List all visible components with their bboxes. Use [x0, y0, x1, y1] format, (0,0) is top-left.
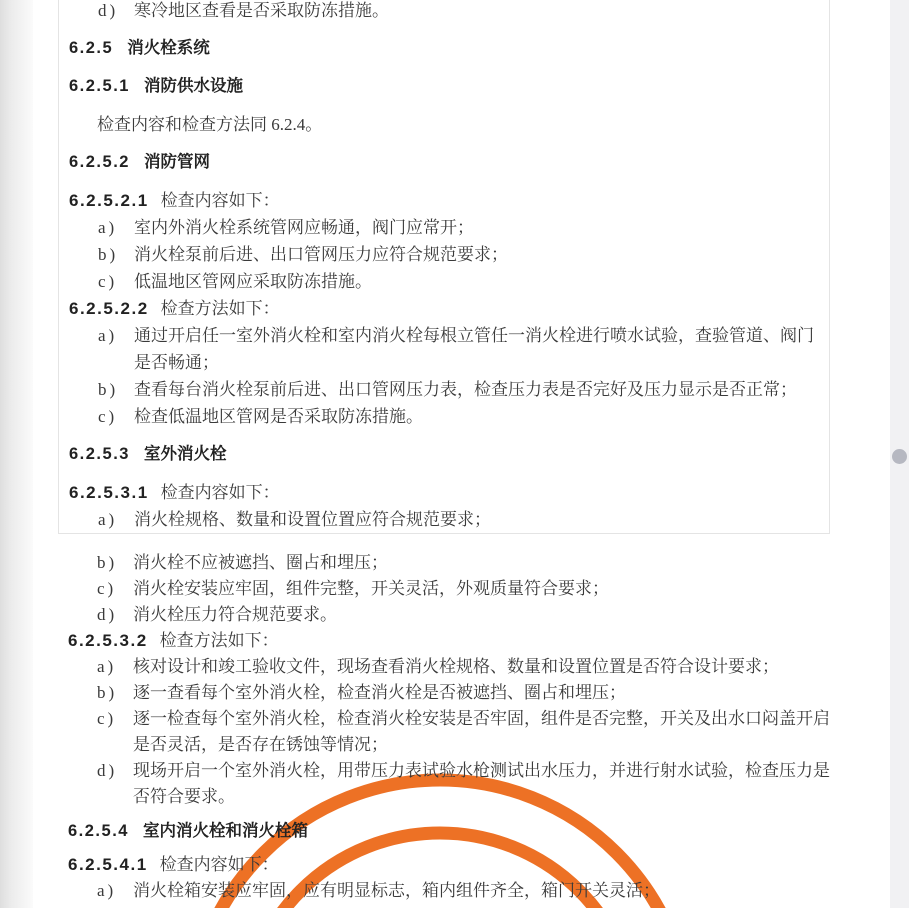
section-number: 6.2.5.2 [69, 153, 130, 171]
list-item-text: 是否灵活，是否存在锈蚀等情况； [133, 735, 388, 754]
list-item-marker: a) [98, 218, 118, 237]
section-number: 6.2.5 [69, 39, 114, 57]
list-item-text: 消火栓箱安装应牢固，应有明显标志，箱内组件齐全，箱门开关灵活； [133, 881, 660, 900]
list-item-line [68, 576, 880, 602]
list-item-marker: c) [98, 407, 118, 426]
list-item-line [69, 376, 819, 403]
paragraph: 检查内容和检查方法同 6.2.4。 [97, 115, 323, 134]
clause-number: 6.2.5.2.1 [69, 191, 149, 210]
list-item-line [68, 602, 880, 628]
list-item-marker: c) [97, 579, 117, 598]
list-item-text: 逐一检查每个室外消火栓，检查消火栓安装是否牢固，组件是否完整，开关及出水口闷盖开启 [133, 709, 830, 728]
section-title: 室外消火栓 [143, 445, 227, 463]
left-shadow-gutter [0, 0, 33, 908]
list-item-line [69, 268, 819, 295]
list-item-marker: a) [97, 881, 117, 900]
list-item-line [69, 241, 819, 268]
section-heading [69, 35, 819, 62]
list-item-line [68, 878, 880, 904]
scrollbar-thumb[interactable] [892, 449, 907, 464]
section-number: 6.2.5.4 [68, 822, 129, 840]
list-item-text: 消火栓泵前后进、出口管网压力应符合规范要求； [134, 245, 508, 264]
list-item-line [69, 214, 819, 241]
list-item-line [68, 550, 880, 576]
clause-row [69, 295, 819, 322]
list-item-line [69, 322, 819, 349]
list-item-marker: b) [97, 553, 118, 572]
list-item-line [69, 0, 819, 24]
list-item-text: 消火栓压力符合规范要求。 [133, 605, 337, 624]
clause-row [68, 628, 880, 654]
list-item-line [68, 654, 880, 680]
clause-title: 检查内容如下： [160, 483, 280, 502]
list-item-marker: a) [98, 510, 118, 529]
list-item-marker: b) [98, 380, 119, 399]
section-title: 室内消火栓和消火栓箱 [142, 822, 308, 840]
list-item-text: 核对设计和竣工验收文件，现场查看消火栓规格、数量和设置位置是否符合设计要求； [133, 657, 779, 676]
clause-title: 检查内容如下： [160, 191, 280, 210]
list-item-text: 查看每台消火栓泵前后进、出口管网压力表，检查压力表是否完好及压力显示是否正常； [134, 380, 797, 399]
list-item-text: 通过开启任一室外消火栓和室内消火栓每根立管任一消火栓进行喷水试验，查验管道、阀门 [134, 326, 814, 345]
list-item-line [68, 706, 880, 732]
list-item-marker: b) [98, 245, 119, 264]
section-heading [69, 73, 819, 100]
list-item-marker: b) [97, 683, 118, 702]
list-item-text: 低温地区管网应采取防冻措施。 [134, 272, 372, 291]
list-item-text: 检查低温地区管网是否采取防冻措施。 [134, 407, 423, 426]
list-item-marker: a) [97, 657, 117, 676]
clause-number: 6.2.5.2.2 [69, 299, 149, 318]
list-item-line [69, 349, 819, 376]
clause-number: 6.2.5.4.1 [68, 855, 148, 874]
section-title: 消防管网 [143, 153, 210, 171]
section-number: 6.2.5.3 [69, 445, 130, 463]
section-number: 6.2.5.1 [69, 77, 130, 95]
list-item-marker: c) [98, 272, 118, 291]
section-heading [69, 441, 819, 468]
list-item-line [69, 403, 819, 430]
list-item-marker: c) [97, 709, 117, 728]
clause-title: 检查内容如下： [159, 855, 279, 874]
clause-number: 6.2.5.3.1 [69, 483, 149, 502]
list-item-text: 否符合要求。 [133, 787, 235, 806]
section-heading [69, 149, 819, 176]
clause-row [69, 187, 819, 214]
page-1 [58, 0, 830, 534]
section-heading [68, 818, 880, 844]
list-item-marker: d) [97, 761, 118, 780]
list-item-line [68, 758, 880, 784]
clause-row [69, 479, 819, 506]
page-2 [33, 534, 890, 908]
list-item-text: 逐一查看每个室外消火栓，检查消火栓是否被遮挡、圈占和埋压； [133, 683, 626, 702]
list-item-text: 寒冷地区查看是否采取防冻措施。 [134, 1, 389, 20]
clause-title: 检查方法如下： [160, 299, 280, 318]
list-item-marker: d) [98, 1, 119, 20]
list-item-line [68, 784, 880, 810]
section-title: 消防供水设施 [143, 77, 243, 95]
clause-title: 检查方法如下： [159, 631, 279, 650]
clause-number: 6.2.5.3.2 [68, 631, 148, 650]
section-title: 消火栓系统 [127, 39, 210, 57]
list-item-text: 消火栓规格、数量和设置位置应符合规范要求； [134, 510, 491, 529]
list-item-line [68, 680, 880, 706]
list-item-marker: a) [98, 326, 118, 345]
list-item-line [68, 732, 880, 758]
list-item-text: 室内外消火栓系统管网应畅通，阀门应常开； [134, 218, 474, 237]
list-item-text: 现场开启一个室外消火栓，用带压力表试验水枪测试出水压力，并进行射水试验，检查压力是 [133, 761, 830, 780]
list-item-marker: d) [97, 605, 118, 624]
clause-row [68, 852, 880, 878]
list-item-line [69, 506, 819, 533]
list-item-text: 消火栓安装应牢固，组件完整，开关灵活，外观质量符合要求； [133, 579, 609, 598]
list-item-text: 是否畅通； [134, 353, 219, 372]
list-item-text: 消火栓不应被遮挡、圈占和埋压； [133, 553, 388, 572]
